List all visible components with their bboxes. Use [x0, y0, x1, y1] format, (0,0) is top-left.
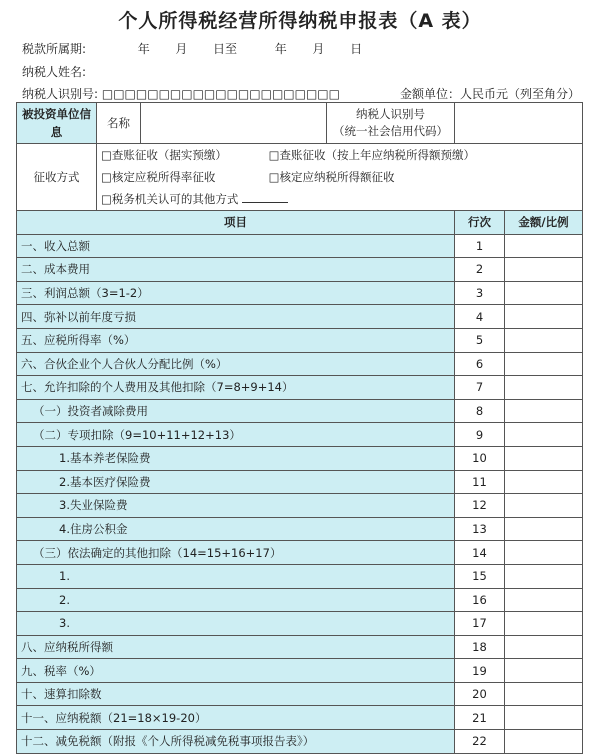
row-amount-input[interactable] — [505, 564, 583, 588]
row-amount-input[interactable] — [505, 399, 583, 423]
table-row — [17, 423, 583, 447]
investee-row — [17, 103, 583, 144]
row-item-label: 七、允许扣除的个人费用及其他扣除（7=8+9+14） — [17, 376, 455, 400]
row-item-label: 二、成本费用 — [17, 258, 455, 282]
row-amount-input[interactable] — [505, 635, 583, 659]
period-month-end: 月 — [312, 42, 325, 56]
collection-other-blank[interactable] — [242, 192, 288, 203]
investee-name-label-cell — [97, 103, 141, 144]
row-number: 13 — [455, 517, 505, 541]
table-row — [17, 446, 583, 470]
table-row — [17, 588, 583, 612]
table-row — [17, 494, 583, 518]
row-number: 6 — [455, 352, 505, 376]
table-row — [17, 234, 583, 258]
row-item-label: 四、弥补以前年度亏损 — [17, 305, 455, 329]
row-item-label: 1.基本养老保险费 — [17, 446, 455, 470]
row-number: 10 — [455, 446, 505, 470]
investee-id-label-2: （统一社会信用代码） — [333, 124, 448, 138]
col-item-header: 项目 — [17, 211, 455, 235]
tax-return-table — [16, 102, 583, 754]
row-amount-input[interactable] — [505, 328, 583, 352]
period-year-end: 年 — [274, 42, 287, 56]
row-item-label: 2. — [17, 588, 455, 612]
table-row — [17, 635, 583, 659]
row-item-label: 十一、应纳税额（21=18×19-20） — [17, 706, 455, 730]
row-item-label: 六、合伙企业个人合伙人分配比例（%） — [17, 352, 455, 376]
row-amount-input[interactable] — [505, 588, 583, 612]
period-day-end: 日 — [350, 42, 363, 56]
collection-option-5[interactable]: □税务机关认可的其他方式 — [101, 192, 239, 206]
table-row — [17, 399, 583, 423]
tax-period-row — [22, 40, 362, 57]
period-month-start: 月 — [175, 42, 188, 56]
tax-period-label: 税款所属期: — [22, 42, 87, 56]
table-row — [17, 258, 583, 282]
row-item-label: （二）专项扣除（9=10+11+12+13） — [17, 423, 455, 447]
table-row — [17, 682, 583, 706]
item-rows — [17, 234, 583, 753]
collection-options-cell — [97, 144, 583, 211]
row-item-label: 3.失业保险费 — [17, 494, 455, 518]
collection-option-4[interactable]: □核定应纳税所得额征收 — [268, 170, 395, 184]
row-amount-input[interactable] — [505, 376, 583, 400]
row-amount-input[interactable] — [505, 258, 583, 282]
collection-method-row — [17, 144, 583, 211]
row-amount-input[interactable] — [505, 494, 583, 518]
table-row — [17, 612, 583, 636]
taxpayer-id-label: 纳税人识别号: — [22, 87, 99, 101]
investee-name-input[interactable] — [141, 103, 327, 144]
table-row — [17, 352, 583, 376]
row-item-label: 十、速算扣除数 — [17, 682, 455, 706]
row-amount-input[interactable] — [505, 682, 583, 706]
period-year-start: 年 — [137, 42, 150, 56]
row-item-label: 三、利润总额（3=1-2） — [17, 281, 455, 305]
amount-unit: 金额单位：人民币元（列至角分） — [399, 87, 580, 101]
row-number: 18 — [455, 635, 505, 659]
form-title: 个人所得税经营所得纳税申报表（A 表） — [118, 10, 482, 32]
row-number: 4 — [455, 305, 505, 329]
table-row — [17, 328, 583, 352]
collection-option-2[interactable]: □查账征收（按上年应纳税所得额预缴） — [268, 148, 476, 162]
row-item-label: （三）依法确定的其他扣除（14=15+16+17） — [17, 541, 455, 565]
row-number: 8 — [455, 399, 505, 423]
taxpayer-id-boxes[interactable]: □□□□□□□□□□□□□□□□□□□□□ — [101, 87, 340, 101]
row-amount-input[interactable] — [505, 659, 583, 683]
investee-label: 被投资单位信息 — [22, 107, 91, 139]
table-row — [17, 730, 583, 754]
table-row — [17, 470, 583, 494]
investee-id-input[interactable] — [455, 103, 583, 144]
row-number: 16 — [455, 588, 505, 612]
row-number: 9 — [455, 423, 505, 447]
row-number: 19 — [455, 659, 505, 683]
row-amount-input[interactable] — [505, 446, 583, 470]
collection-option-3[interactable]: □核定应税所得率征收 — [101, 170, 216, 184]
column-header-row — [17, 211, 583, 235]
row-amount-input[interactable] — [505, 470, 583, 494]
row-number: 15 — [455, 564, 505, 588]
row-amount-input[interactable] — [505, 612, 583, 636]
period-day-start: 日至 — [213, 42, 238, 56]
row-amount-input[interactable] — [505, 517, 583, 541]
table-row — [17, 281, 583, 305]
col-amount-header: 金额/比例 — [505, 211, 583, 235]
row-item-label: （一）投资者减除费用 — [17, 399, 455, 423]
investee-id-label-cell — [327, 103, 455, 144]
collection-label-cell — [17, 144, 97, 211]
investee-id-label-1: 纳税人识别号 — [356, 107, 425, 121]
row-number: 5 — [455, 328, 505, 352]
row-item-label: 八、应纳税所得额 — [17, 635, 455, 659]
row-number: 14 — [455, 541, 505, 565]
collection-option-1[interactable]: □查账征收（据实预缴） — [101, 148, 227, 162]
row-amount-input[interactable] — [505, 541, 583, 565]
row-amount-input[interactable] — [505, 423, 583, 447]
row-number: 21 — [455, 706, 505, 730]
table-row — [17, 706, 583, 730]
investee-name-label: 名称 — [107, 116, 130, 130]
table-row — [17, 376, 583, 400]
collection-label: 征收方式 — [33, 170, 80, 184]
table-row — [17, 541, 583, 565]
row-item-label: 2.基本医疗保险费 — [17, 470, 455, 494]
table-row — [17, 564, 583, 588]
row-item-label: 3. — [17, 612, 455, 636]
table-row — [17, 517, 583, 541]
row-amount-input[interactable] — [505, 352, 583, 376]
row-amount-input[interactable] — [505, 305, 583, 329]
row-number: 20 — [455, 682, 505, 706]
table-row — [17, 659, 583, 683]
table-row — [17, 305, 583, 329]
row-number: 3 — [455, 281, 505, 305]
row-number: 7 — [455, 376, 505, 400]
row-number: 2 — [455, 258, 505, 282]
taxpayer-id-row — [22, 85, 340, 102]
row-number: 11 — [455, 470, 505, 494]
row-number: 17 — [455, 612, 505, 636]
row-item-label: 4.住房公积金 — [17, 517, 455, 541]
taxpayer-name-label: 纳税人姓名: — [22, 65, 87, 79]
row-number: 1 — [455, 234, 505, 258]
row-amount-input[interactable] — [505, 706, 583, 730]
row-item-label: 一、收入总额 — [17, 234, 455, 258]
row-item-label: 十二、减免税额（附报《个人所得税减免税事项报告表》） — [17, 730, 455, 754]
row-number: 22 — [455, 730, 505, 754]
col-rowno-header: 行次 — [455, 211, 505, 235]
investee-label-cell — [17, 103, 97, 144]
row-amount-input[interactable] — [505, 281, 583, 305]
row-amount-input[interactable] — [505, 730, 583, 754]
row-item-label: 1. — [17, 564, 455, 588]
row-item-label: 九、税率（%） — [17, 659, 455, 683]
row-amount-input[interactable] — [505, 234, 583, 258]
row-number: 12 — [455, 494, 505, 518]
row-item-label: 五、应税所得率（%） — [17, 328, 455, 352]
